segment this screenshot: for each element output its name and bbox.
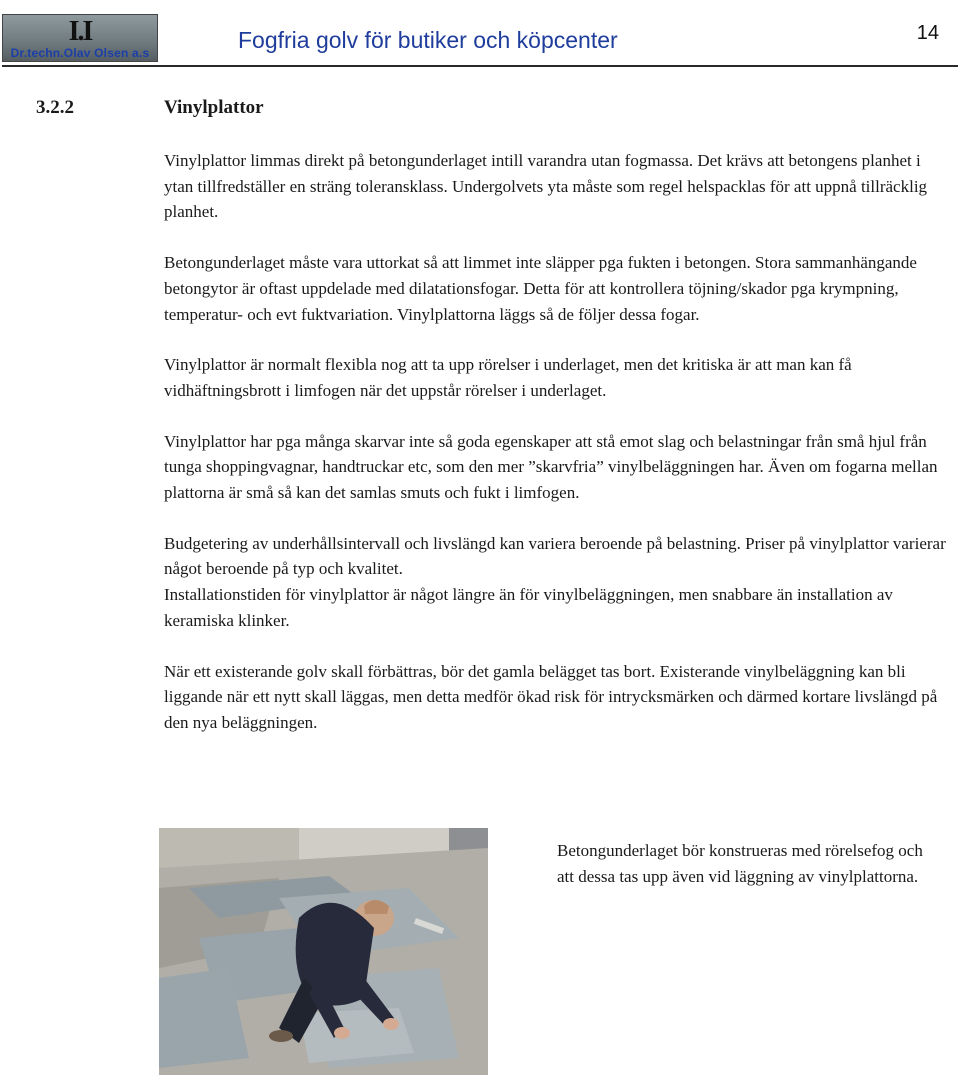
paragraph: När ett existerande golv skall förbättras, bör det gamla belägget tas bort. Existerande vinylbeläggning kan bli liggande när ett nytt skall läggas, men detta medför ökad risk för intrycksmärken och därmed kortare livslängd på den nya beläggningen. [164, 661, 938, 732]
logo-text: Dr.techn.Olav Olsen a.s [10, 46, 150, 60]
section-number: 3.2.2 [36, 97, 74, 118]
paragraph: Vinylplattor är normalt flexibla nog att ta upp rörelser i underlaget, men det kritiska är att man kan få vidhäftningsbrott i limfogen när det uppstår rörelser i underlaget. [164, 355, 852, 400]
photo-illustration [159, 828, 488, 1075]
header-title: Fogfria golv för butiker och köpcenter [238, 27, 618, 53]
photo-vinyl-tile-installation [159, 828, 488, 1075]
paragraph: Vinylplattor har pga många skarvar inte så goda egenskaper att stå emot slag och belastningar från små hjul från tunga shoppingvagnar, handtruckar etc, som den mer ”skarvfria” vinylbeläggningen har. Även om fogarna mellan plattorna är små så kan det samlas smuts och fukt i limfogen. [164, 431, 938, 503]
logo-mark: I.I [68, 16, 92, 47]
paragraph: Budgetering av underhållsintervall och livslängd kan variera beroende på belastning. Priser på vinylplattor varierar något beroende på typ och kvalitet. Installationstiden för vinylplattor är något längre än för vinylbeläggningen, men snabbare än installation av keramiska klinker. [164, 533, 946, 630]
body-text [164, 148, 949, 736]
section-title: Vinylplattor [164, 97, 264, 118]
page-number: 14 [916, 22, 939, 44]
paragraph: Betongunderlaget måste vara uttorkat så att limmet inte släpper pga fukten i betongen. Stora sammanhängande betongytor är oftast uppdelade med dilatationsfogar. Detta för att kontrollera töjning/skador pga krympning, temperatur- och evt fuktvariation. Vinylplattorna läggs så de följer dessa fogar. [164, 253, 917, 324]
paragraph: Vinylplattor limmas direkt på betongunderlaget intill varandra utan fogmassa. Det krävs att betongens planhet i ytan tillfredställer en sträng toleransklass. Undergolvets yta måste som regel helspacklas för att uppnå tillräcklig planhet. [164, 151, 928, 222]
header-divider [2, 65, 958, 67]
photo-caption: Betongunderlaget bör konstrueras med rörelsefog och att dessa tas upp även vid läggning av vinylplattorna. [557, 841, 923, 886]
company-logo [2, 14, 158, 62]
